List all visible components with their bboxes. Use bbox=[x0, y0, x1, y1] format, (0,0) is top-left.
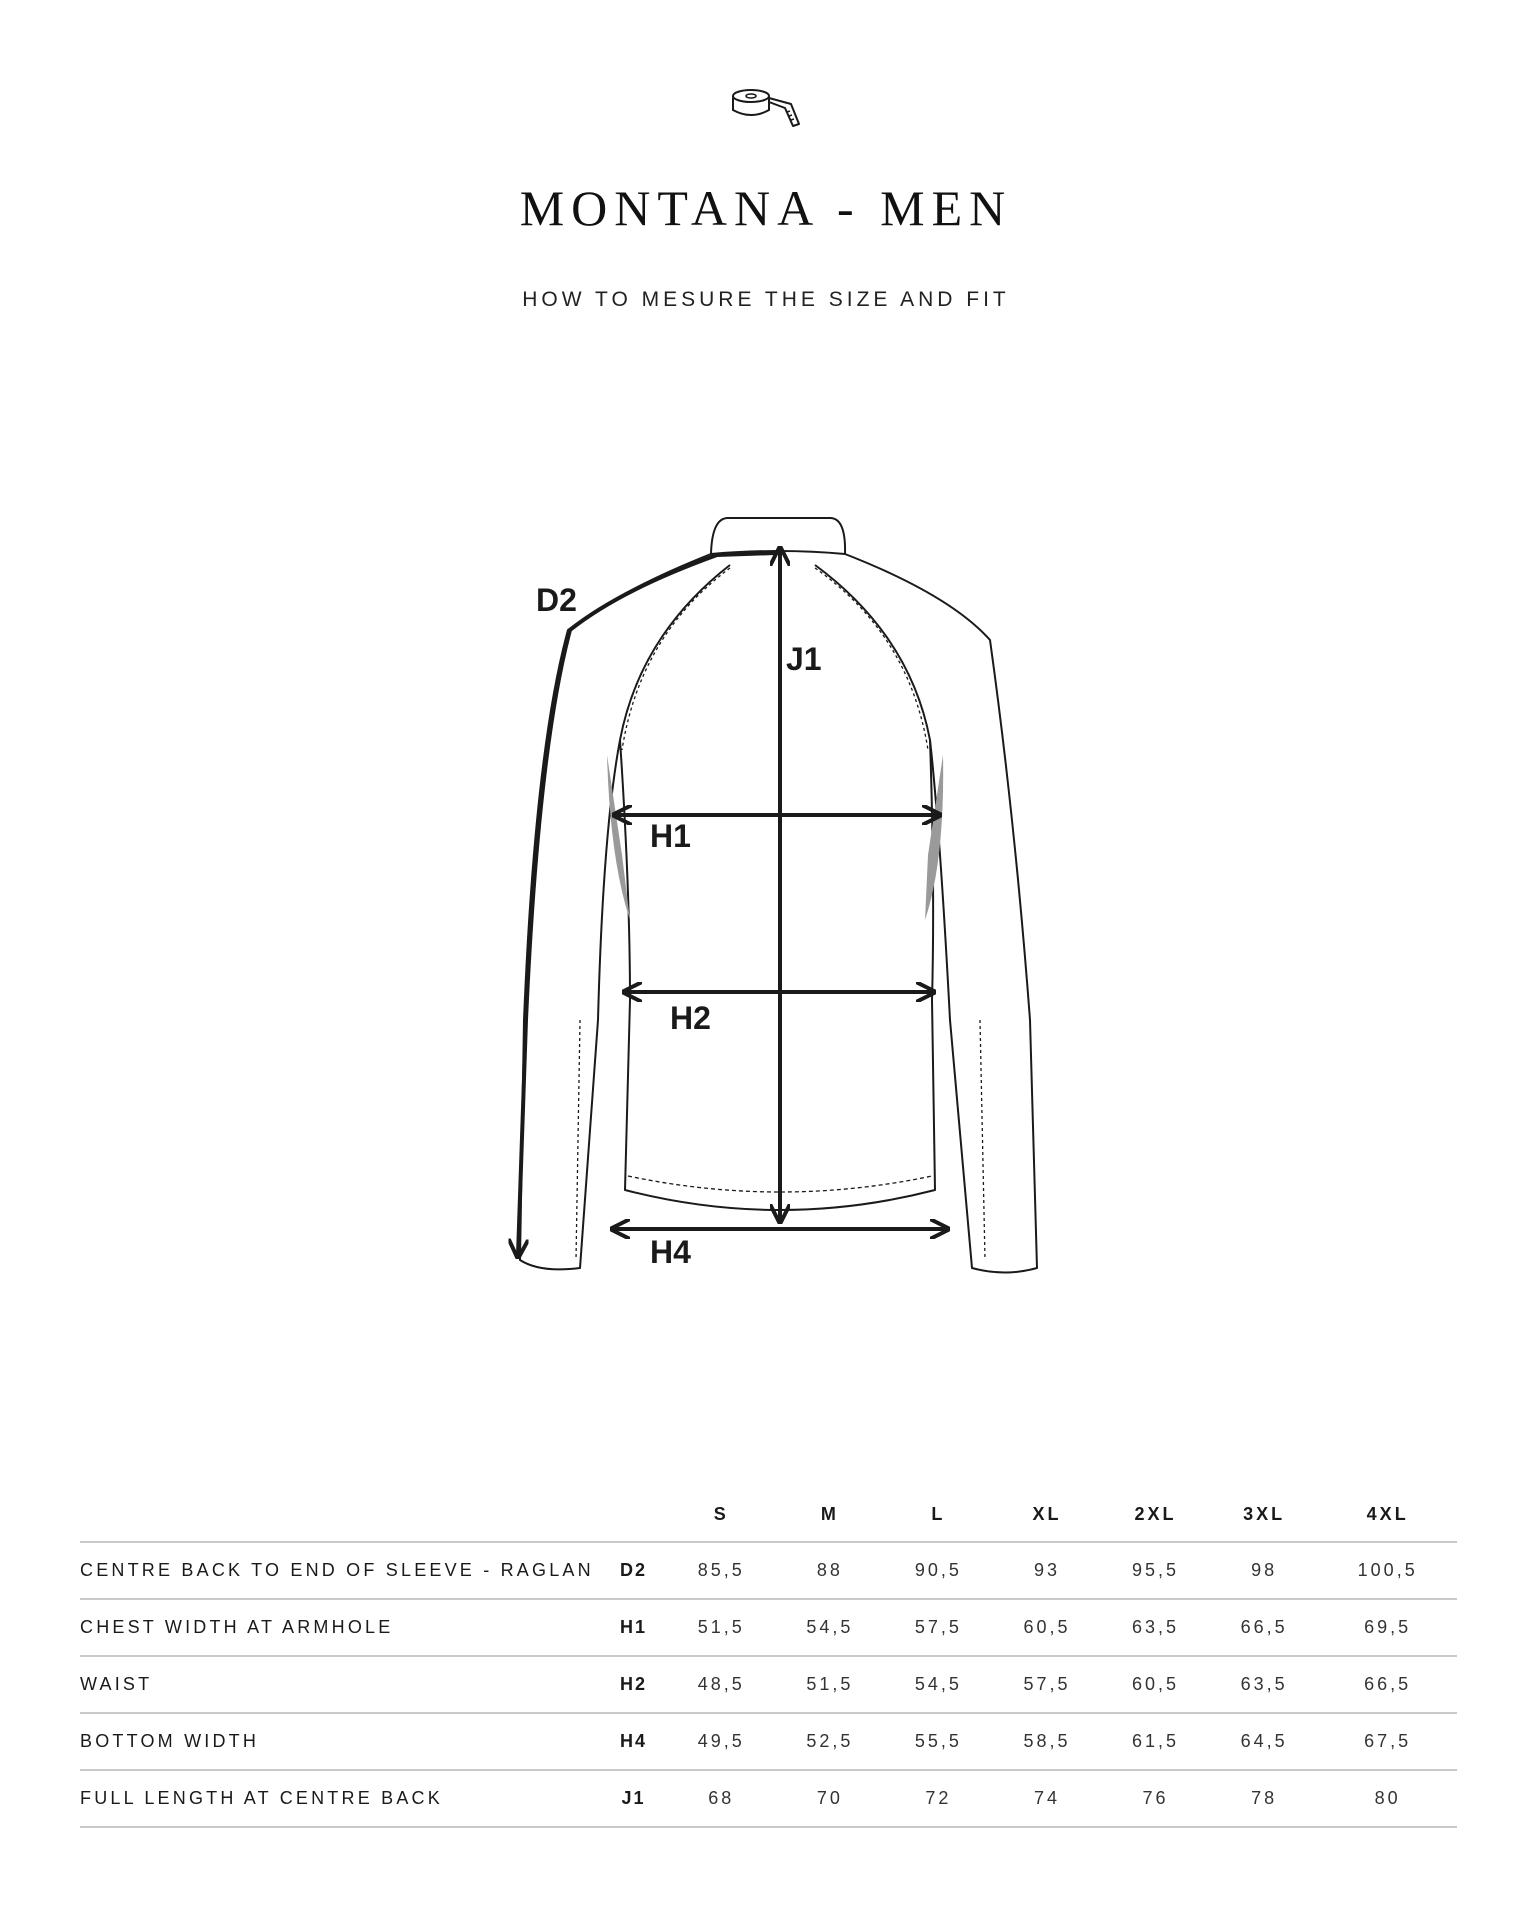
size-value: 51,5 bbox=[697, 1617, 745, 1637]
label-j1: J1 bbox=[786, 641, 822, 677]
size-value: 95,5 bbox=[1132, 1560, 1180, 1580]
size-header: L bbox=[931, 1503, 946, 1524]
size-header: 4XL bbox=[1366, 1503, 1409, 1524]
measure-name: WAIST bbox=[80, 1674, 153, 1694]
size-value: 57,5 bbox=[1023, 1674, 1071, 1694]
size-value: 90,5 bbox=[914, 1560, 962, 1580]
size-table bbox=[80, 1487, 1457, 1828]
label-h2: H2 bbox=[670, 1000, 711, 1036]
size-header: 3XL bbox=[1243, 1503, 1286, 1524]
size-value: 55,5 bbox=[914, 1731, 962, 1751]
size-value: 69,5 bbox=[1364, 1617, 1412, 1637]
measuring-tape-icon bbox=[729, 86, 809, 132]
size-header: XL bbox=[1032, 1503, 1062, 1524]
size-value: 63,5 bbox=[1132, 1617, 1180, 1637]
measure-code: D2 bbox=[619, 1560, 647, 1580]
size-value: 68 bbox=[708, 1788, 735, 1808]
size-value: 93 bbox=[1033, 1560, 1060, 1580]
page-title: MONTANA - MEN bbox=[519, 180, 1013, 236]
size-value: 63,5 bbox=[1240, 1674, 1288, 1694]
garment-diagram bbox=[480, 500, 1080, 1300]
size-value: 49,5 bbox=[697, 1731, 745, 1751]
measurement-lines bbox=[518, 550, 946, 1255]
label-d2: D2 bbox=[536, 582, 577, 618]
page-subtitle: HOW TO MESURE THE SIZE AND FIT bbox=[522, 288, 1010, 311]
size-value: 66,5 bbox=[1240, 1617, 1288, 1637]
measure-code: J1 bbox=[621, 1788, 646, 1808]
table-row bbox=[80, 1542, 1457, 1599]
table-row bbox=[80, 1713, 1457, 1770]
label-h1: H1 bbox=[650, 818, 691, 854]
size-value: 70 bbox=[816, 1788, 843, 1808]
size-header: 2XL bbox=[1134, 1503, 1177, 1524]
size-value: 64,5 bbox=[1240, 1731, 1288, 1751]
size-value: 100,5 bbox=[1357, 1560, 1418, 1580]
size-header: M bbox=[820, 1503, 839, 1524]
size-value: 58,5 bbox=[1023, 1731, 1071, 1751]
size-value: 52,5 bbox=[806, 1731, 854, 1751]
table-row bbox=[80, 1656, 1457, 1713]
size-value: 54,5 bbox=[806, 1617, 854, 1637]
size-value: 80 bbox=[1374, 1788, 1401, 1808]
table-row bbox=[80, 1599, 1457, 1656]
size-value: 48,5 bbox=[697, 1674, 745, 1694]
d2-line bbox=[518, 553, 775, 1255]
measure-code: H4 bbox=[619, 1731, 647, 1751]
size-value: 76 bbox=[1142, 1788, 1169, 1808]
table-row bbox=[80, 1770, 1457, 1827]
measure-name: CHEST WIDTH AT ARMHOLE bbox=[80, 1617, 394, 1637]
size-value: 72 bbox=[925, 1788, 952, 1808]
size-value: 88 bbox=[816, 1560, 843, 1580]
size-value: 78 bbox=[1251, 1788, 1278, 1808]
size-value: 60,5 bbox=[1023, 1617, 1071, 1637]
size-value: 61,5 bbox=[1132, 1731, 1180, 1751]
measure-code: H1 bbox=[619, 1617, 647, 1637]
measure-code: H2 bbox=[619, 1674, 647, 1694]
size-value: 57,5 bbox=[914, 1617, 962, 1637]
header-spacer bbox=[600, 1487, 667, 1542]
label-h4: H4 bbox=[650, 1234, 691, 1270]
size-value: 98 bbox=[1251, 1560, 1278, 1580]
size-value: 74 bbox=[1033, 1788, 1060, 1808]
size-header-row bbox=[80, 1487, 1457, 1542]
size-value: 51,5 bbox=[806, 1674, 854, 1694]
header-spacer bbox=[80, 1487, 600, 1542]
size-value: 66,5 bbox=[1364, 1674, 1412, 1694]
size-header: S bbox=[713, 1503, 729, 1524]
measure-name: FULL LENGTH AT CENTRE BACK bbox=[80, 1788, 443, 1808]
size-value: 67,5 bbox=[1364, 1731, 1412, 1751]
measure-name: BOTTOM WIDTH bbox=[80, 1731, 260, 1751]
size-value: 60,5 bbox=[1132, 1674, 1180, 1694]
size-value: 85,5 bbox=[697, 1560, 745, 1580]
measure-name: CENTRE BACK TO END OF SLEEVE - RAGLAN bbox=[80, 1560, 594, 1580]
size-value: 54,5 bbox=[914, 1674, 962, 1694]
